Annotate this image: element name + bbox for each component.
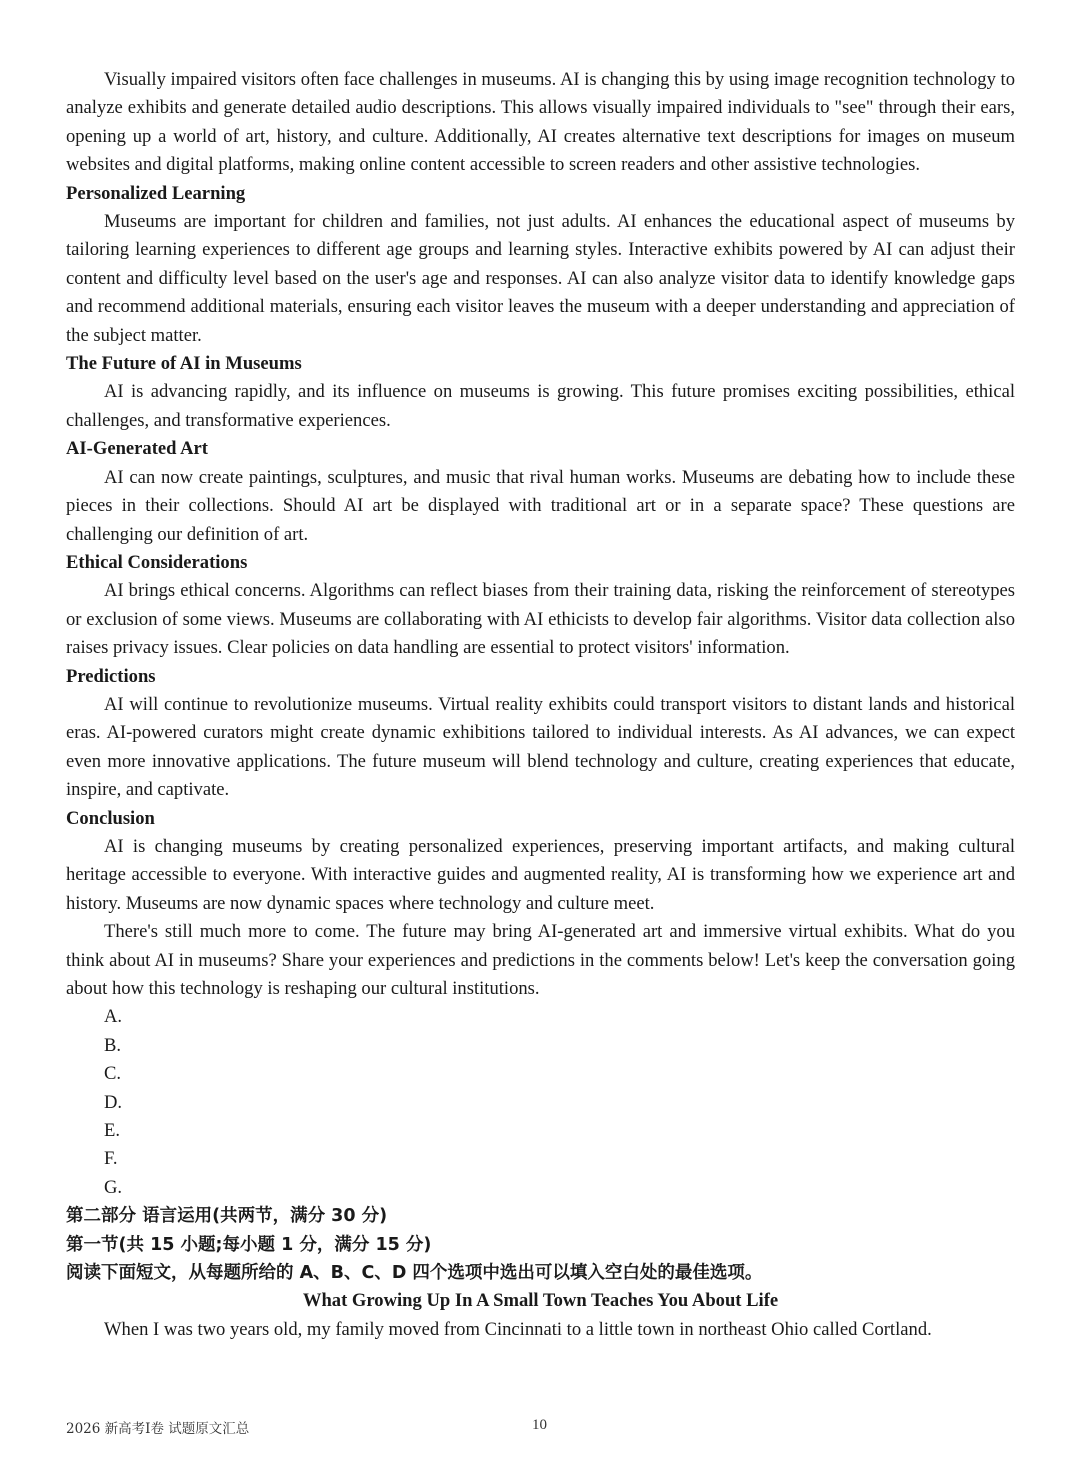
footer-source: 2026 新高考Ⅰ卷 试题原文汇总 bbox=[66, 1421, 250, 1437]
paragraph-ai-generated-art: AI can now create paintings, sculptures, and music that rival human works. Museums are debating how to include these pieces in their collections. Should AI art be displayed with traditional art or in a separate space? These questions are challenging our definition of art. bbox=[66, 466, 1015, 545]
page-footer bbox=[66, 1417, 1015, 1439]
answer-options bbox=[66, 1003, 1015, 1202]
heading-predictions: Predictions bbox=[66, 665, 156, 687]
paragraph-ethical-considerations: AI brings ethical concerns. Algorithms can reflect biases from their training data, risking the reinforcement of stereotypes or exclusion of some views. Museums are collaborating with AI ethicists to develop fair algorithms. Visitor data collection also raises privacy issues. Clear policies on data handling are essential to protect visitors' information. bbox=[66, 580, 1015, 659]
option-b: B. bbox=[104, 1034, 122, 1056]
page-number: 10 bbox=[532, 1417, 547, 1433]
heading-personalized-learning: Personalized Learning bbox=[66, 182, 246, 204]
paragraph-personalized-learning: Museums are important for children and families, not just adults. AI enhances the educational aspect of museums by tailoring learning experiences to different age groups and learning styles. Interactive exhibits powered by AI can adjust their content and difficulty level based on the user's age and responses. AI can also analyze visitor data to identify knowledge gaps and recommend additional materials, ensuring each visitor leaves the museum with a deeper understanding and appreciation of the subject matter. bbox=[66, 211, 1015, 346]
article-title: What Growing Up In A Small Town Teaches You About Life bbox=[302, 1290, 779, 1312]
option-a: A. bbox=[104, 1006, 123, 1028]
option-e: E. bbox=[104, 1120, 121, 1142]
paragraph-conclusion-1: AI is changing museums by creating personalized experiences, preserving important artifacts, and making cultural heritage accessible to everyone. With interactive guides and augmented reality, AI is transforming how we experience art and history. Museums are now dynamic spaces where technology and culture meet. bbox=[66, 835, 1015, 914]
paragraph-predictions: AI will continue to revolutionize museums. Virtual reality exhibits could transport visitors to distant lands and historical eras. AI-powered curators might create dynamic exhibitions tailored to individual interests. As AI advances, we can expect even more innovative applications. The future museum will blend technology and culture, creating experiences that educate, inspire, and captivate. bbox=[66, 693, 1015, 801]
paragraph-article-intro: When I was two years old, my family moved from Cincinnati to a little town in northeast Ohio called Cortland. bbox=[104, 1318, 932, 1340]
option-f: F. bbox=[104, 1148, 118, 1170]
section-instruction: 阅读下面短文，从每题所给的 A、B、C、D 四个选项中选出可以填入空白处的最佳选项。 bbox=[66, 1263, 763, 1284]
heading-ethical-considerations: Ethical Considerations bbox=[66, 551, 248, 573]
section-part-title: 第二部分 语言运用(共两节，满分 30 分) bbox=[66, 1206, 388, 1227]
paragraph-visually-impaired: Visually impaired visitors often face challenges in museums. AI is changing this by using image recognition technology to analyze exhibits and generate detailed audio descriptions. This allows visually impaired individuals to "see" through their ears, opening up a world of art, history, and culture. Additionally, AI creates alternative text descriptions for images on museum websites and digital platforms, making online content accessible to screen readers and other assistive technologies. bbox=[66, 69, 1015, 176]
heading-future-of-ai: The Future of AI in Museums bbox=[66, 353, 302, 375]
document-body bbox=[66, 66, 1015, 1344]
paragraph-future-of-ai: AI is advancing rapidly, and its influence on museums is growing. This future promises exciting possibilities, ethical challenges, and transformative experiences. bbox=[66, 381, 1015, 431]
section-sub-title: 第一节(共 15 小题;每小题 1 分，满分 15 分) bbox=[66, 1234, 432, 1255]
option-g: G. bbox=[104, 1176, 123, 1198]
paragraph-conclusion-2: There's still much more to come. The future may bring AI-generated art and immersive virtual exhibits. What do you think about AI in museums? Share your experiences and predictions in the comments below! Let's keep the conversation going about how this technology is reshaping our cultural institutions. bbox=[66, 921, 1015, 999]
option-c: C. bbox=[104, 1063, 122, 1085]
option-d: D. bbox=[104, 1091, 123, 1113]
heading-ai-generated-art: AI-Generated Art bbox=[66, 438, 208, 460]
heading-conclusion: Conclusion bbox=[66, 807, 155, 829]
